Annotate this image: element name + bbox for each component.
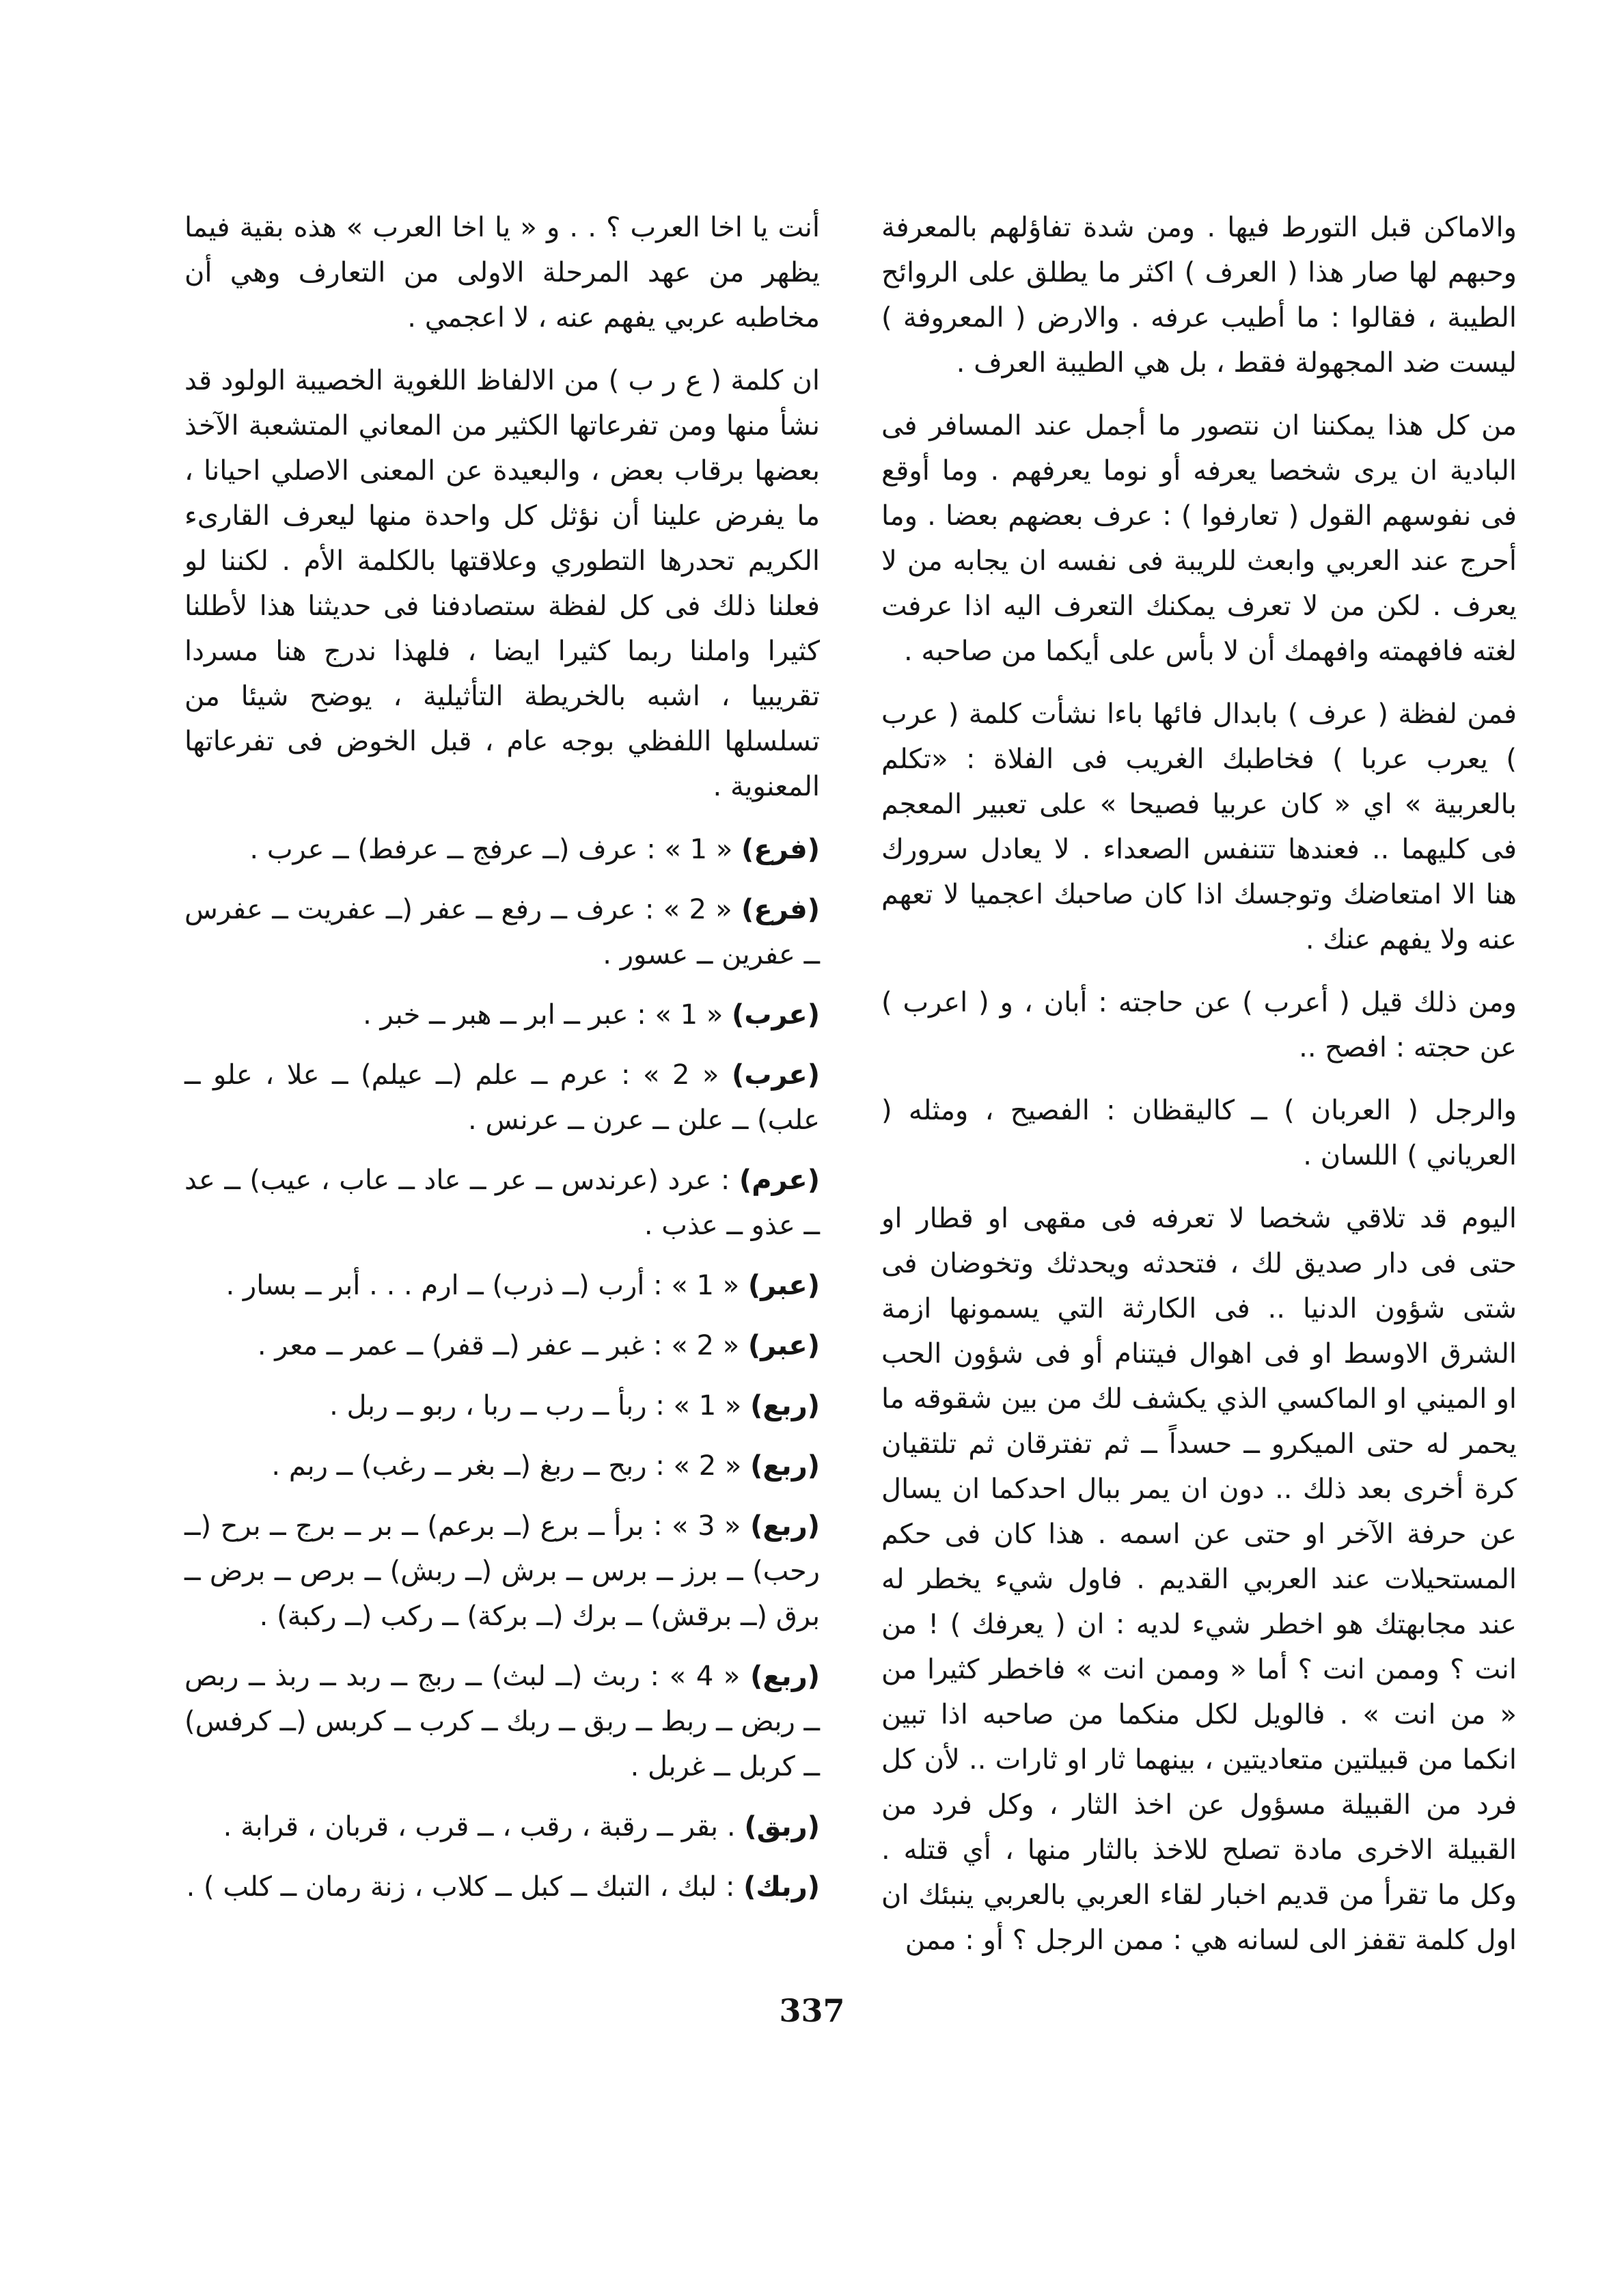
entry-derivations: « 4 » : ربث (ــ لبث) ــ ربج ــ ربد ــ ربذ ــ ربص ــ ربض ــ ربط ــ ربق ــ ربك ــ كرب ــ كربس (ــ كرفس) ــ كربل ــ غربل . <box>184 1661 820 1782</box>
entry-derivations: « 3 » : برأ ــ برع (ــ برعم) ــ بر ــ برج ــ برح (ــ رحب) ــ برز ــ برس ــ برش (ــ ربش) ــ برص ــ برض ــ برق (ــ برقش) ــ برك (ــ بركة) ــ ركب (ــ ركبة) . <box>184 1510 820 1632</box>
entry-derivations: « 2 » : عرف ــ رفع ــ عفر (ــ عفريت ــ عفرس ــ عفرين ــ عسور . <box>184 894 820 970</box>
entry-root: (عرب) <box>732 999 820 1031</box>
entry-root: (ربك) <box>743 1871 820 1903</box>
etymology-entry <box>184 1443 820 1488</box>
entry-derivations: « 1 » : ربأ ــ رب ــ ربا ، ربو ــ ربل . <box>329 1390 751 1422</box>
entry-derivations: : عرد (عرندس ــ عر ــ عاد ــ عاب ، عيب) ــ عد ــ عذو ــ عذب . <box>184 1165 820 1241</box>
entry-derivations: « 2 » : عرم ــ علم (ــ عيلم) ــ علا ، علو ــ علب) ــ علن ــ عرن ــ عرنس . <box>184 1059 820 1136</box>
entry-root: (عبر) <box>747 1270 820 1301</box>
entry-root: (ربق) <box>744 1811 820 1843</box>
entry-derivations: « 1 » : أرب (ــ ذرب) ــ ارم . . . أبر ــ بسار . <box>225 1270 748 1301</box>
paragraph: والاماكن قبل التورط فيها . ومن شدة تفاؤلهم بالمعرفة وحبهم لها صار هذا ( العرف ) اكثر ما يطلق على الروائح الطيبة ، فقالوا : ما أطيب عرفه . والارض ( المعروفة ) ليست ضد المجهولة فقط ، بل هي الطيبة العرف . <box>881 212 1517 379</box>
paragraph: فمن لفظة ( عرف ) بابدال فائها باءا نشأت كلمة ( عرب ) يعرب عربا ) فخاطبك الغريب فى الفلاة : «تكلم بالعربية » اي « كان عربيا فصيحا » على تعبير المعجم فى كليهما .. فعندها تتنفس الصعداء . لا يعادل سرورك هنا الا امتعاضك وتوجسك اذا كان صاحبك اعجميا لا تعهم عنه ولا يفهم عنك . <box>881 698 1517 955</box>
entry-root: (ربع) <box>750 1661 820 1692</box>
entry-derivations: « 2 » : غبر ــ عفر (ــ قفر) ــ عمر ــ معر . <box>257 1330 748 1361</box>
etymology-entry <box>184 887 820 977</box>
etymology-entry <box>184 1158 820 1248</box>
entry-derivations: : لبك ، التبك ــ كبل ــ كلاب ، زنة رمان ــ كلب ) . <box>186 1871 744 1903</box>
etymology-entry <box>184 1864 820 1909</box>
entry-root: (عرب) <box>732 1059 821 1091</box>
etymology-entry <box>184 1052 820 1143</box>
etymology-entry <box>184 1263 820 1308</box>
entry-root: (فرع) <box>741 894 820 925</box>
entry-root: (ربع) <box>750 1510 820 1542</box>
entry-root: (ربع) <box>750 1450 820 1482</box>
etymology-entry <box>184 1804 820 1849</box>
entry-root: (عرم) <box>739 1165 820 1196</box>
left-column <box>184 205 820 1925</box>
etymology-entry <box>184 1323 820 1368</box>
entry-derivations: « 2 » : ربح ــ ربغ (ــ بغر ــ رغب) ــ ربم . <box>271 1450 751 1482</box>
page-number: 337 <box>779 1992 845 2029</box>
paragraph: اليوم قد تلاقي شخصا لا تعرفه فى مقهى او قطار او حتى فى دار صديق لك ، فتحدثه ويحدثك وتخوضان فى شتى شؤون الدنيا .. فى الكارثة التي يسمونها ازمة الشرق الاوسط او فى اهوال فيتنام أو فى شؤون الحب او الميني او الماكسي الذي يكشف لك من بين شقوقه ما يحمر له حتى الميكرو ــ حسداً ــ ثم تفترقان ثم تلتقيان كرة أخرى بعد ذلك .. دون ان يمر ببال احدكما ان يسال عن حرفة الآخر او حتى عن اسمه . هذا كان فى حكم المستحيلات عند العربي القديم . فاول شيء يخطر له عند مجابهتك هو اخطر شيء لديه : ان ( يعرفك ) ! من انت ؟ وممن انت ؟ أما « وممن انت » فاخطر كثيرا من « من انت » . فالويل لكل منكما من صاحبه اذا تبين انكما من قبيلتين متعاديتين ، بينهما ثار او ثارات .. لأن كل فرد من القبيلة مسؤول عن اخذ الثار ، وكل فرد من القبيلة الاخرى مادة تصلح للاخذ بالثار منها ، أي قتله . وكل ما تقرأ من قديم اخبار لقاء العربي بالعربي ينبئك ان اول كلمة تقفز الى لسانه هي : ممن الرجل ؟ أو : ممن <box>881 1203 1517 1956</box>
entry-derivations: « 1 » : عرف (ــ عرفج ــ عرفط) ــ عرب . <box>249 834 742 865</box>
paragraph: من كل هذا يمكننا ان نتصور ما أجمل عند المسافر فى البادية ان يرى شخصا يعرفه أو نوما يعرفهم . وما أوقع فى نفوسهم القول ( تعارفوا ) : عرف بعضهم بعضا . وما أحرج عند العربي وابعث للريبة فى نفسه ان يجابه من لا يعرف . لكن من لا تعرف يمكنك التعرف اليه اذا عرفت لغته فافهمته وافهمك أن لا بأس على أيكما من صاحبه . <box>881 410 1517 667</box>
entry-root: (ربع) <box>750 1390 820 1422</box>
entry-root: (فرع) <box>741 834 820 865</box>
right-column <box>881 205 1517 1981</box>
etymology-entry <box>184 1504 820 1639</box>
paragraph: والرجل ( العربان ) ــ كاليقظان : الفصيح ، ومثله ( العرياني ) اللسان . <box>881 1095 1517 1171</box>
entry-root: (عبر) <box>747 1330 820 1361</box>
paragraph: ان كلمة ( ع ر ب ) من الالفاظ اللغوية الخصيبة الولود قد نشأ منها ومن تفرعاتها الكثير من المعاني المتشعبة الآخذ بعضها برقاب بعض ، والبعيدة عن المعنى الاصلي احيانا ، ما يفرض علينا أن نؤثل كل واحدة منها ليعرف القارىء الكريم تحدرها التطوري وعلاقتها بالكلمة الأم . لكننا لو فعلنا ذلك فى كل لفظة ستصادفنا فى حديثنا هذا لأطلنا كثيرا واملنا ربما كثيرا ايضا ، فلهذا ندرج هنا مسردا تقريبيا ، اشبه بالخريطة التأثيلية ، يوضح شيئا من تسلسلها اللفظي بوجه عام ، قبل الخوض فى تفرعاتها المعنوية . <box>184 365 820 802</box>
etymology-entry <box>184 992 820 1037</box>
etymology-entry <box>184 1654 820 1789</box>
etymology-entry <box>184 1383 820 1428</box>
paragraph: أنت يا اخا العرب ؟ . . و « يا اخا العرب » هذه بقية فيما يظهر من عهد المرحلة الاولى من التعارف وهي أن مخاطبه عربي يفهم عنه ، لا اعجمي . <box>184 212 820 334</box>
paragraph: ومن ذلك قيل ( أعرب ) عن حاجته : أبان ، و ( اعرب ) عن حجته : افصح .. <box>881 987 1517 1063</box>
entry-derivations: « 1 » : عبر ــ ابر ــ هبر ــ خبر . <box>363 999 732 1031</box>
etymology-entry <box>184 827 820 872</box>
entry-derivations: . بقر ــ رقبة ، رقب ، ــ قرب ، قربان ، قرابة . <box>223 1811 745 1843</box>
